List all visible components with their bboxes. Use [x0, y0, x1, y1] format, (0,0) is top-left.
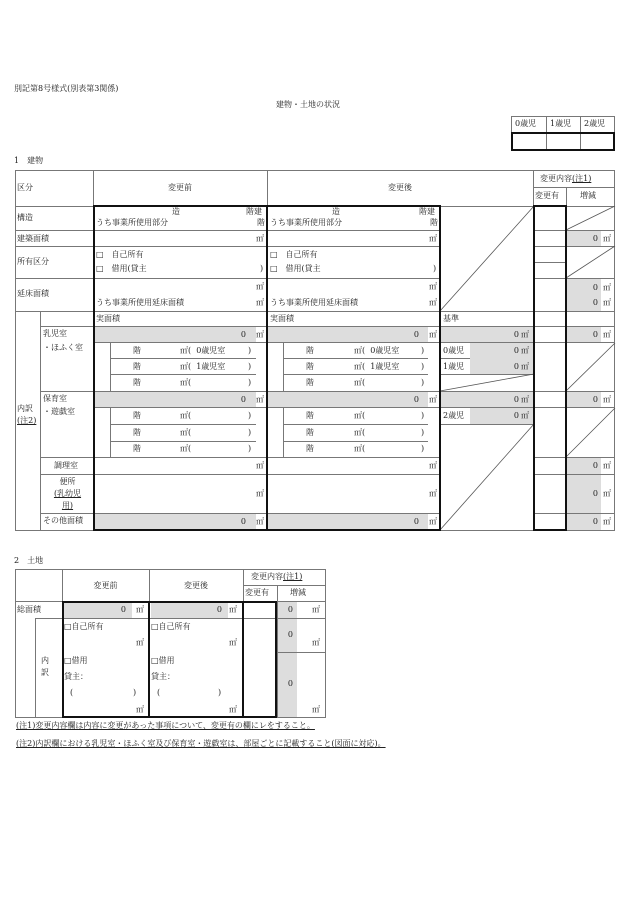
paren: ): [248, 346, 252, 355]
nursery-total-after: 0: [413, 395, 419, 404]
land-total-before: 0: [120, 605, 126, 614]
land-col-after: 変更後: [184, 581, 208, 590]
note2-ref: (注2): [17, 416, 37, 425]
age-values-box[interactable]: [511, 132, 615, 151]
unit: ㎡: [312, 705, 320, 714]
col-after: 変更後: [388, 183, 412, 192]
land-col-changed: 変更有: [245, 588, 269, 597]
land-before-frame[interactable]: [62, 601, 150, 718]
unit: ㎡: [521, 411, 529, 420]
actual-area-before: 実面積: [96, 314, 120, 323]
unit: ㎡: [312, 638, 320, 647]
land-own-after[interactable]: □自己所有: [151, 622, 191, 631]
paren: ): [248, 378, 252, 387]
unit: ㎡: [312, 605, 320, 614]
other-diff: 0: [592, 517, 598, 526]
unit: ㎡: [603, 234, 611, 243]
land-own-before[interactable]: □自己所有: [64, 622, 104, 631]
floor-label: 階: [133, 378, 141, 387]
unit: ㎡(: [180, 362, 192, 371]
floor-area-diff: 0: [592, 283, 598, 292]
structure-floors-after: 階建: [419, 207, 435, 216]
room-name: 1歳児室: [370, 362, 400, 371]
col-category: 区分: [17, 183, 33, 192]
unit: ㎡: [429, 461, 437, 470]
unit: ㎡(: [180, 378, 192, 387]
land-col-before: 変更前: [93, 581, 118, 590]
structure-zo-after: 造: [332, 207, 340, 216]
col-change: 変更内容: [540, 174, 572, 183]
unit: ㎡: [429, 282, 437, 291]
paren: ): [248, 428, 252, 437]
changed-checkbox-column[interactable]: [533, 205, 567, 531]
note-2: (注2)内訳欄における乳児室・ほふく室及び保育室・遊戯室は、部屋ごとに記載すること(図面に対応)。: [16, 739, 386, 748]
unit: ㎡(: [354, 411, 366, 420]
unit: ㎡: [256, 461, 264, 470]
floor-label: 階: [306, 444, 314, 453]
floor-label: 階: [306, 428, 314, 437]
unit: ㎡: [603, 283, 611, 292]
office-floor-area-before: うち事業所使用延床面積: [96, 298, 184, 307]
office-floor-area-after: うち事業所使用延床面積: [270, 298, 358, 307]
unit: ㎡: [521, 330, 529, 339]
nursery-room-label: 保育室: [43, 394, 67, 403]
unit: ㎡: [429, 298, 437, 307]
unit: ㎡: [136, 605, 144, 614]
floor-label: 階: [133, 428, 141, 437]
col-changed: 変更有: [535, 191, 559, 200]
nursery-room-label2: ・遊戯室: [43, 407, 75, 416]
paren: ): [248, 362, 252, 371]
structure-office-after: うち事業所使用部分: [270, 218, 342, 227]
land-breakdown-label: 内: [41, 656, 49, 665]
structure-floors-before: 階建: [246, 207, 262, 216]
paren: ): [433, 264, 437, 273]
actual-area-after: 実面積: [270, 314, 294, 323]
infant-room-label: 乳児室: [43, 329, 67, 338]
land-changed-column[interactable]: [243, 601, 277, 718]
land-section-title: 2 土地: [14, 556, 44, 565]
unit: ㎡: [429, 330, 437, 339]
land-lease-before[interactable]: □借用: [64, 656, 88, 665]
toilet-diff: 0: [592, 489, 598, 498]
ownership-lease-before[interactable]: □ 借用(貸主: [96, 264, 147, 273]
age-1-header: 1歳児: [550, 119, 572, 128]
after-input-frame[interactable]: [267, 205, 441, 531]
structure-floor-before: 階: [257, 218, 265, 227]
age-2-header: 2歳児: [584, 119, 606, 128]
land-breakdown-label2: 訳: [41, 668, 49, 677]
office-floor-area-diff: 0: [592, 298, 598, 307]
col-diff: 増減: [580, 191, 596, 200]
land-total-after: 0: [216, 605, 222, 614]
unit: ㎡(: [354, 346, 366, 355]
unit: ㎡: [256, 234, 264, 243]
land-col-diff: 増減: [290, 588, 306, 597]
floor-label: 階: [306, 346, 314, 355]
paren: ): [260, 264, 264, 273]
paren: ): [421, 346, 425, 355]
infant-total-before: 0: [240, 330, 246, 339]
paren: ): [133, 688, 137, 697]
infant-diff: 0: [592, 330, 598, 339]
building-section-title: 1 建物: [14, 156, 44, 165]
paren: (: [157, 688, 161, 697]
standard-age: 2歳児: [443, 411, 465, 420]
other-before: 0: [240, 517, 246, 526]
form-id: 別記第8号様式(別表第3関係): [14, 84, 119, 93]
row-floor-area-label: 延床面積: [17, 289, 49, 298]
unit: ㎡: [256, 282, 264, 291]
other-area-label: その他面積: [43, 516, 83, 525]
building-area-diff: 0: [592, 234, 598, 243]
row-building-area-label: 建築面積: [17, 234, 49, 243]
unit: ㎡: [429, 395, 437, 404]
standard-value: 0: [513, 411, 519, 420]
kitchen-diff: 0: [592, 461, 598, 470]
ownership-lease-after[interactable]: □ 借用(貸主: [270, 264, 321, 273]
paren: ): [421, 444, 425, 453]
unit: ㎡: [256, 298, 264, 307]
room-name: 0歳児室: [196, 346, 226, 355]
unit: ㎡: [256, 330, 264, 339]
nursery-diff: 0: [592, 395, 598, 404]
standard-age: 1歳児: [443, 362, 465, 371]
unit: ㎡(: [180, 444, 192, 453]
unit: ㎡(: [180, 346, 192, 355]
land-lease-diff: 0: [287, 679, 293, 688]
unit: ㎡(: [180, 411, 192, 420]
land-total-diff: 0: [287, 605, 293, 614]
standard-age: 0歳児: [443, 346, 465, 355]
floor-label: 階: [306, 362, 314, 371]
unit: ㎡: [429, 517, 437, 526]
structure-office-before: うち事業所使用部分: [96, 218, 168, 227]
unit: ㎡: [603, 395, 611, 404]
land-note1-ref: (注1): [283, 572, 303, 581]
unit: ㎡: [136, 638, 144, 647]
standard-value: 0: [513, 346, 519, 355]
age-0-header: 0歳児: [515, 119, 537, 128]
paren: ): [248, 411, 252, 420]
floor-label: 階: [133, 362, 141, 371]
other-after: 0: [413, 517, 419, 526]
unit: ㎡: [229, 605, 237, 614]
land-after-frame[interactable]: [149, 601, 244, 718]
toilet-label2: (乳幼児: [53, 489, 82, 498]
lessor-label: 貸主：: [151, 672, 175, 681]
row-structure-label: 構造: [17, 213, 33, 222]
infant-standard-total: 0: [513, 330, 519, 339]
floor-label: 階: [306, 411, 314, 420]
nursery-standard-total: 0: [513, 395, 519, 404]
unit: ㎡: [521, 395, 529, 404]
unit: ㎡: [429, 234, 437, 243]
unit: ㎡: [603, 517, 611, 526]
before-input-frame[interactable]: [93, 205, 268, 531]
land-lease-after[interactable]: □借用: [151, 656, 175, 665]
unit: ㎡(: [354, 428, 366, 437]
floor-label: 階: [133, 346, 141, 355]
ownership-own-before[interactable]: □ 自己所有: [96, 250, 144, 259]
note-1: (注1)変更内容欄は内容に変更があった事項について、変更有の欄にレをすること。: [16, 721, 315, 730]
floor-label: 階: [133, 444, 141, 453]
paren: (: [70, 688, 74, 697]
floor-label: 階: [306, 378, 314, 387]
paren: ): [421, 362, 425, 371]
paren: ): [421, 378, 425, 387]
paren: ): [421, 411, 425, 420]
ownership-own-after[interactable]: □ 自己所有: [270, 250, 318, 259]
floor-label: 階: [133, 411, 141, 420]
unit: ㎡: [603, 330, 611, 339]
land-own-diff: 0: [287, 630, 293, 639]
paren: ): [218, 688, 222, 697]
unit: ㎡: [256, 489, 264, 498]
unit: ㎡(: [354, 362, 366, 371]
row-ownership-label: 所有区分: [17, 257, 49, 266]
unit: ㎡: [603, 461, 611, 470]
room-name: 0歳児室: [370, 346, 400, 355]
unit: ㎡: [136, 705, 144, 714]
structure-zo-before: 造: [172, 207, 180, 216]
unit: ㎡(: [354, 378, 366, 387]
unit: ㎡: [256, 395, 264, 404]
unit: ㎡(: [354, 444, 366, 453]
toilet-label: 便所: [59, 477, 76, 486]
unit: ㎡: [229, 638, 237, 647]
land-col-change: 変更内容: [251, 572, 283, 581]
kitchen-label: 調理室: [54, 461, 78, 470]
unit: ㎡: [603, 298, 611, 307]
structure-floor-after: 階: [430, 218, 438, 227]
col-before: 変更前: [168, 183, 192, 192]
unit: ㎡: [521, 362, 529, 371]
paren: ): [421, 428, 425, 437]
unit: ㎡: [229, 705, 237, 714]
paren: ): [248, 444, 252, 453]
lessor-label: 貸主：: [64, 672, 88, 681]
unit: ㎡: [603, 489, 611, 498]
breakdown-label: 内訳: [17, 404, 33, 413]
toilet-label3: 用): [61, 501, 74, 510]
note1-ref: (注1): [572, 174, 592, 183]
standard-value: 0: [513, 362, 519, 371]
page-title: 建物・土地の状況: [276, 100, 340, 109]
unit: ㎡: [256, 517, 264, 526]
room-name: 1歳児室: [196, 362, 226, 371]
unit: ㎡: [429, 489, 437, 498]
nursery-total-before: 0: [240, 395, 246, 404]
infant-total-after: 0: [413, 330, 419, 339]
infant-room-label2: ・ほふく室: [43, 343, 83, 352]
unit: ㎡(: [180, 428, 192, 437]
land-total-label: 総面積: [17, 605, 41, 614]
standard-label: 基準: [443, 314, 459, 323]
unit: ㎡: [521, 346, 529, 355]
